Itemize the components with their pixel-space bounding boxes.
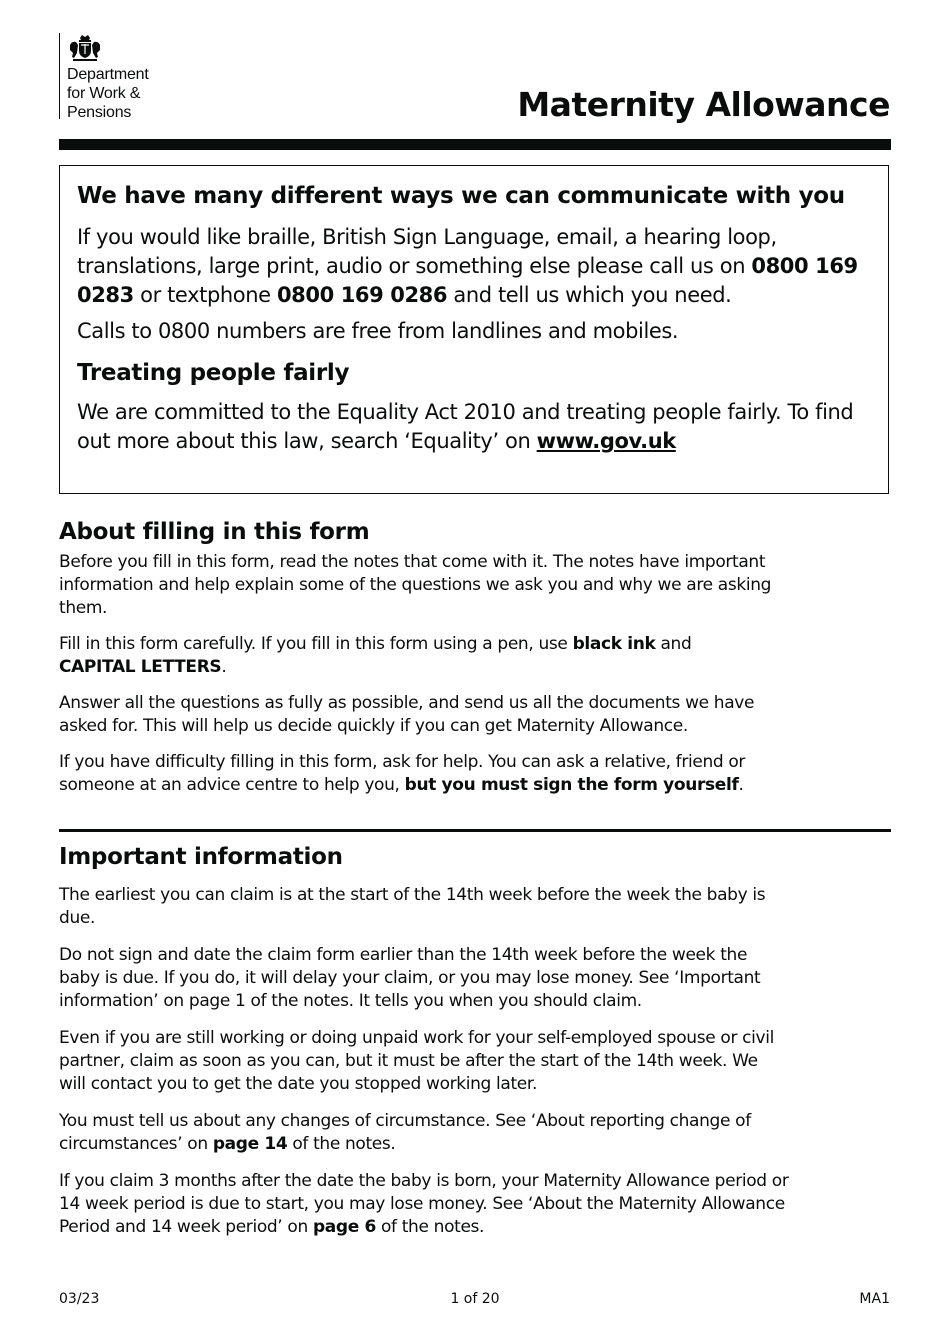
department-name: Department for Work & Pensions <box>67 66 149 121</box>
communication-box <box>59 165 889 494</box>
form-title: Maternity Allowance <box>517 85 890 124</box>
important-paragraph: The earliest you can claim is at the start of the 14th week before the week the baby is due. <box>59 885 766 928</box>
about-paragraph: Before you fill in this form, read the notes that come with it. The notes have important information and help explain some of the questions we ask you and why we are asking them. <box>59 552 772 618</box>
section-divider <box>59 829 891 832</box>
important-paragraph: You must tell us about any changes of circumstance. See ‘About reporting change of circumstances’ on page 14 of the notes. <box>59 1111 751 1154</box>
dwp-logo <box>59 33 149 119</box>
important-paragraph: Do not sign and date the claim form earlier than the 14th week before the week the baby is due. If you do, it will delay your claim, or you may lose money. See ‘Important information’ on page 1 of the notes. It tells you when you should claim. <box>59 945 761 1011</box>
footer-page-number: 1 of 20 <box>450 1291 500 1307</box>
calls-free-text: Calls to 0800 numbers are free from landlines and mobiles. <box>77 319 679 343</box>
important-section <box>59 842 789 1239</box>
phone-number: 0800 169 0283 <box>77 254 858 307</box>
footer-date: 03/23 <box>59 1291 100 1307</box>
about-heading: About filling in this form <box>59 519 370 545</box>
communication-heading: We have many different ways we can communicate with you <box>77 183 845 209</box>
important-paragraph: If you claim 3 months after the date the baby is born, your Maternity Allowance period or 14 week period is due to start, you may lose money. See ‘About the Maternity Allowance Period and 14 week period’ on page 6 of the notes. <box>59 1171 789 1237</box>
important-paragraph: Even if you are still working or doing unpaid work for your self-employed spouse or civil partner, claim as soon as you can, but it must be after the start of the 14th week. We will contact you to get the date you stopped working later. <box>59 1028 774 1094</box>
royal-crest-icon <box>67 33 103 63</box>
textphone-number: 0800 169 0286 <box>276 283 448 307</box>
communication-text: If you would like braille, British Sign Language, email, a hearing loop, translations, large print, audio or something else please call us on 0800 169 0283 or textphone 0800 169 0286 and tell us which you need. <box>77 225 858 307</box>
about-paragraph: Fill in this form carefully. If you fill in this form using a pen, use black ink and CAPITAL LETTERS. <box>59 634 692 677</box>
important-heading: Important information <box>59 844 343 870</box>
header-divider <box>59 139 891 150</box>
about-paragraph: Answer all the questions as fully as possible, and send us all the documents we have asked for. This will help us decide quickly if you can get Maternity Allowance. <box>59 693 755 736</box>
gov-uk-link[interactable]: www.gov.uk <box>536 429 676 453</box>
equality-text: We are committed to the Equality Act 2010 and treating people fairly. To find out more about this law, search ‘Equality’ on www.gov.uk <box>77 400 854 453</box>
about-section <box>59 517 789 797</box>
treating-fairly-heading: Treating people fairly <box>77 360 350 386</box>
footer-form-code: MA1 <box>859 1291 890 1307</box>
about-paragraph: If you have difficulty filling in this form, ask for help. You can ask a relative, friend or someone at an advice centre to help you, but you must sign the form yourself. <box>59 752 746 795</box>
